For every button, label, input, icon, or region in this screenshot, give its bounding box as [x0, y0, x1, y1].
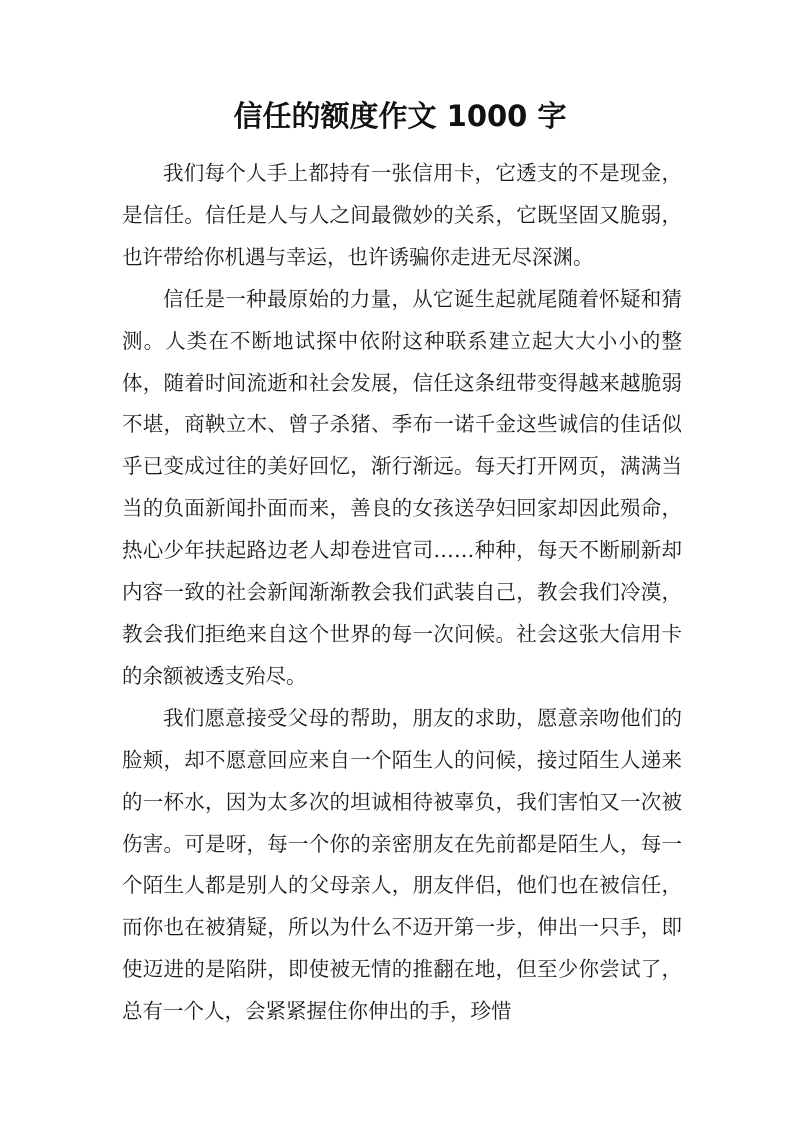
- paragraph-1: 我们每个人手上都持有一张信用卡，它透支的不是现金，是信任。信任是人与人之间最微妙的关系，它既坚固又脆弱，也许带给你机遇与幸运，也许诱骗你走进无尽深渊。: [122, 161, 682, 269]
- paragraph-2: 信任是一种最原始的力量，从它诞生起就尾随着怀疑和猜测。人类在不断地试探中依附这种联系建立起大大小小的整体，随着时间流逝和社会发展，信任这条纽带变得越来越脆弱不堪，商鞅立木、曾子杀猪、季布一诺千金这些诚信的佳话似乎已变成过往的美好回忆，渐行渐远。每天打开网页，满满当当的负面新闻扑面而来，善良的女孩送孕妇回家却因此殒命，热心少年扶起路边老人却卷进官司……种种，每天不断刷新却内容一致的社会新闻渐渐教会我们武装自己，教会我们冷漠，教会我们拒绝来自这个世界的每一次问候。社会这张大信用卡的余额被透支殆尽。: [122, 286, 682, 688]
- page-title: 信任的额度作文 1000 字: [233, 99, 567, 133]
- paragraph-3: 我们愿意接受父母的帮助，朋友的求助，愿意亲吻他们的脸颊，却不愿意回应来自一个陌生人的问候，接过陌生人递来的一杯水，因为太多次的坦诚相待被辜负，我们害怕又一次被伤害。可是呀，每一个你的亲密朋友在先前都是陌生人，每一个陌生人都是别人的父母亲人，朋友伴侣，他们也在被信任，而你也在被猜疑，所以为什么不迈开第一步，伸出一只手，即使迈进的是陷阱，即使被无情的推翻在地，但至少你尝试了，总有一个人，会紧紧握住你伸出的手，珍惜: [122, 705, 682, 1024]
- essay-body: [122, 153, 682, 1033]
